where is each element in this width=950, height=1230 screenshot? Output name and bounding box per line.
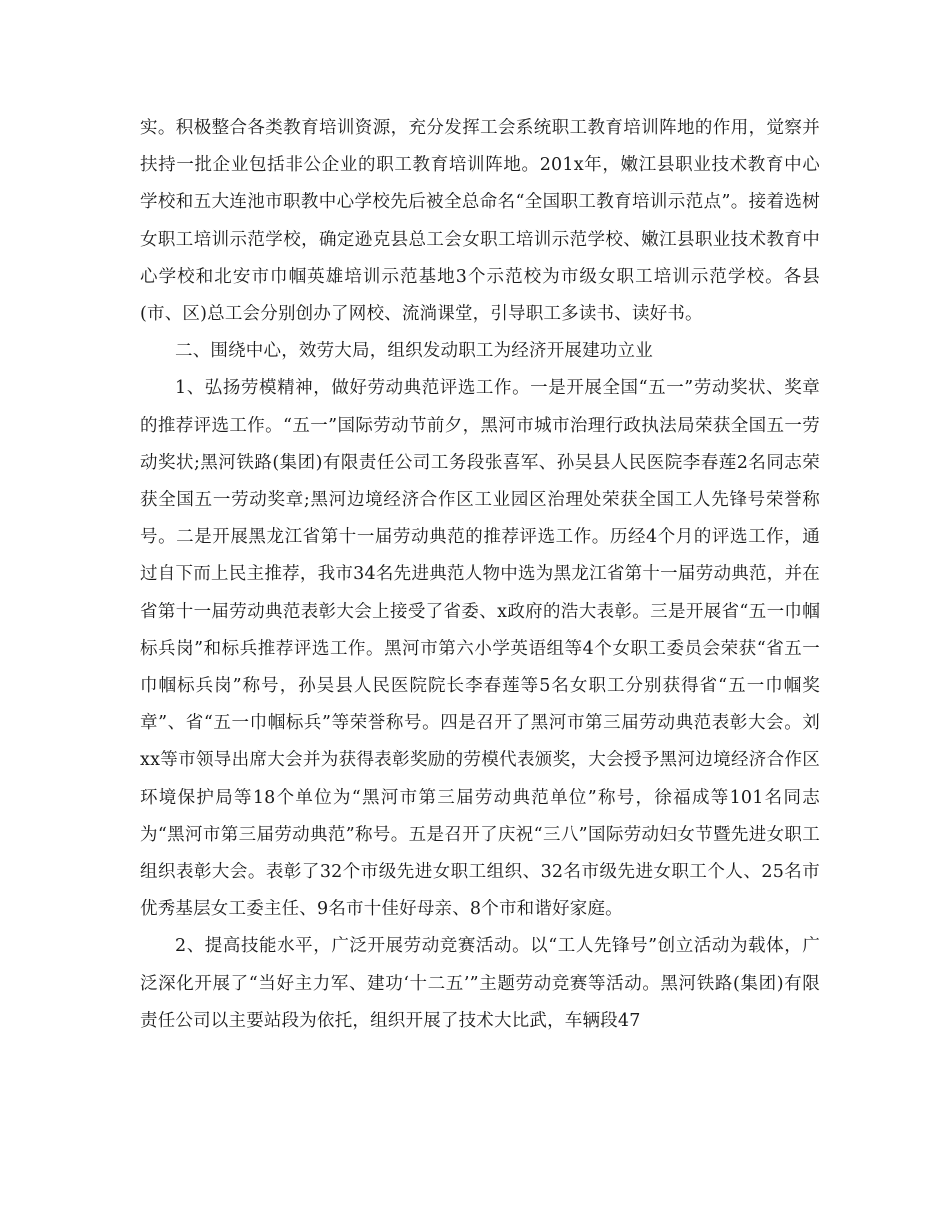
document-body: [140, 110, 820, 1040]
section-heading-two: 二、围绕中心，效劳大局，组织发动职工为经济开展建功立业: [175, 341, 653, 362]
paragraph-training-bases: 实。积极整合各类教育培训资源，充分发挥工会系统职工教育培训阵地的作用，觉察并扶持一批企业包括非公企业的职工教育培训阵地。201x年，嫩江县职业技术教育中心学校和五大连池市职教中心学校先后被全总命名“全国职工教育培训示范点”。接着选树女职工培训示范学校，确定逊克县总工会女职工培训示范学校、嫩江县职业技术教育中心学校和北安市巾帼英雄培训示范基地3个示范校为市级女职工培训示范学校。各县(市、区)总工会分别创办了网校、流淌课堂，引导职工多读书、读好书。: [140, 118, 820, 325]
paragraph-labor-competition: 2、提高技能水平，广泛开展劳动竞赛活动。以“工人先锋号”创立活动为载体，广泛深化开展了“当好主力军、建功‘十二五’”主题劳动竞赛等活动。黑河铁路(集团)有限责任公司以主要站段为依托，组织开展了技术大比武，车辆段47: [140, 936, 820, 1031]
paragraph-model-workers: 1、弘扬劳模精神，做好劳动典范评选工作。一是开展全国“五一”劳动奖状、奖章的推荐评选工作。“五一”国际劳动节前夕，黑河市城市治理行政执法局荣获全国五一劳动奖状;黑河铁路(集团)有限责任公司工务段张喜军、孙吴县人民医院李春莲2名同志荣获全国五一劳动奖章;黑河边境经济合作区工业园区治理处荣获全国工人先锋号荣誉称号。二是开展黑龙江省第十一届劳动典范的推荐评选工作。历经4个月的评选工作，通过自下而上民主推荐，我市34名先进典范人物中选为黑龙江省第十一届劳动典范，并在省第十一届劳动典范表彰大会上接受了省委、x政府的浩大表彰。三是开展省“五一巾帼标兵岗”和标兵推荐评选工作。黑河市第六小学英语组等4个女职工委员会荣获“省五一巾帼标兵岗”称号，孙吴县人民医院院长李春莲等5名女职工分别获得省“五一巾帼奖章”、省“五一巾帼标兵”等荣誉称号。四是召开了黑河市第三届劳动典范表彰大会。刘xx等市领导出席大会并为获得表彰奖励的劳模代表颁奖，大会授予黑河边境经济合作区环境保护局等18个单位为“黑河市第三届劳动典范单位”称号，徐福成等101名同志为“黑河市第三届劳动典范”称号。五是召开了庆祝“三八”国际劳动妇女节暨先进女职工组织表彰大会。表彰了32个市级先进女职工组织、32名市级先进女职工个人、25名市优秀基层女工委主任、9名市十佳好母亲、8个市和谐好家庭。: [140, 378, 820, 920]
